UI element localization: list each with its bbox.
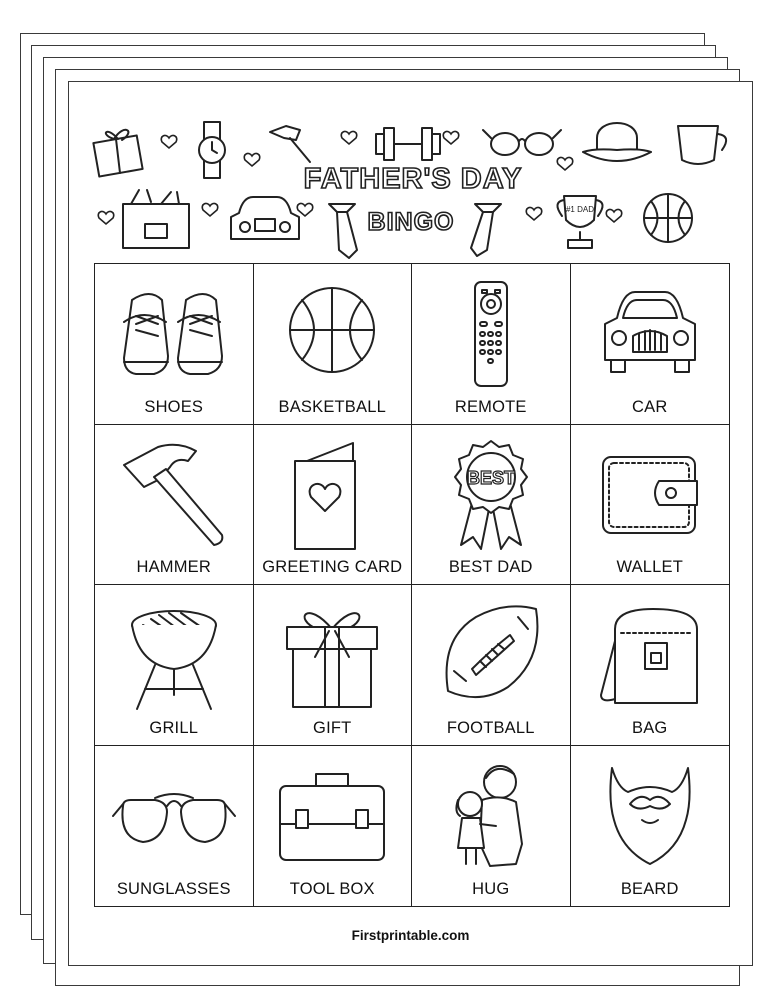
bingo-cell-basketball[interactable] — [254, 264, 413, 425]
trophy-doodle-icon — [557, 196, 602, 248]
header-doodles — [69, 82, 752, 262]
glasses-doodle-icon — [483, 130, 561, 155]
gift-icon — [277, 599, 387, 711]
hat-doodle-icon — [583, 123, 651, 161]
cell-label: HAMMER — [136, 558, 212, 576]
bingo-cell-football[interactable] — [412, 585, 571, 746]
dumbbell-doodle-icon — [376, 128, 440, 160]
beard-icon — [600, 760, 700, 872]
bingo-cell-sunglasses[interactable] — [95, 746, 254, 907]
cell-label: GIFT — [313, 718, 352, 737]
bingo-cell-beard[interactable] — [571, 746, 730, 907]
car-doodle-icon — [231, 197, 299, 239]
cell-label: FOOTBALL — [446, 718, 535, 737]
cell-label: BAG — [632, 718, 668, 737]
bag-icon — [593, 599, 707, 711]
basketball-doodle-icon — [644, 194, 692, 242]
title-line-2: BINGO — [367, 208, 455, 236]
basketball-icon — [282, 278, 382, 388]
cell-label: WALLET — [616, 558, 684, 576]
cell-label: REMOTE — [454, 397, 527, 416]
bingo-cell-best-dad[interactable] — [412, 425, 571, 586]
ribbon-icon — [441, 439, 541, 551]
shoes-icon — [114, 278, 234, 388]
bingo-cell-tool-box[interactable] — [254, 746, 413, 907]
bingo-cell-grill[interactable] — [95, 585, 254, 746]
sunglasses-icon — [109, 760, 239, 870]
title-line-1: FATHER'S DAY — [303, 163, 523, 195]
bingo-cell-gift[interactable] — [254, 585, 413, 746]
cell-label: BEARD — [620, 880, 679, 898]
bingo-cell-hammer[interactable] — [95, 425, 254, 586]
bingo-cell-remote[interactable] — [412, 264, 571, 425]
remote-icon — [461, 278, 521, 390]
cell-label: HUG — [472, 880, 510, 898]
wallet-icon — [595, 439, 705, 549]
best-badge-text: BEST — [466, 467, 515, 488]
bingo-cell-hug[interactable] — [412, 746, 571, 907]
grill-icon — [119, 599, 229, 713]
cell-label: BEST DAD — [448, 558, 533, 576]
watch-doodle-icon — [199, 122, 225, 178]
gift-doodle-icon — [93, 130, 142, 177]
bingo-cell-car[interactable] — [571, 264, 730, 425]
hug-icon — [436, 760, 546, 872]
football-icon — [436, 599, 546, 709]
cell-label: CAR — [632, 397, 668, 416]
bingo-grid — [94, 263, 730, 907]
bingo-cell-bag[interactable] — [571, 585, 730, 746]
toolbox-icon — [272, 760, 392, 870]
cell-label: TOOL BOX — [289, 880, 375, 898]
cell-label: SUNGLASSES — [116, 880, 231, 898]
bingo-cell-wallet[interactable] — [571, 425, 730, 586]
tie-doodle-icon — [471, 204, 501, 256]
greeting-card-icon — [287, 439, 377, 551]
bingo-card-page — [68, 81, 753, 966]
cell-label: GREETING CARD — [262, 558, 403, 576]
car-icon — [595, 278, 705, 388]
hammer-icon — [114, 439, 234, 553]
mug-doodle-icon — [678, 126, 726, 164]
cell-label: BASKETBALL — [278, 397, 386, 416]
bingo-cell-greeting-card[interactable] — [254, 425, 413, 586]
trophy-text: #1 DAD — [565, 205, 595, 214]
hammer-doodle-icon — [270, 126, 310, 162]
cell-label: GRILL — [149, 718, 199, 737]
tie-doodle-icon — [329, 204, 357, 258]
cell-label: SHOES — [144, 397, 204, 416]
toolbox-doodle-icon — [123, 190, 189, 248]
footer-site-credit: Firstprintable.com — [351, 928, 470, 943]
bingo-cell-shoes[interactable] — [95, 264, 254, 425]
